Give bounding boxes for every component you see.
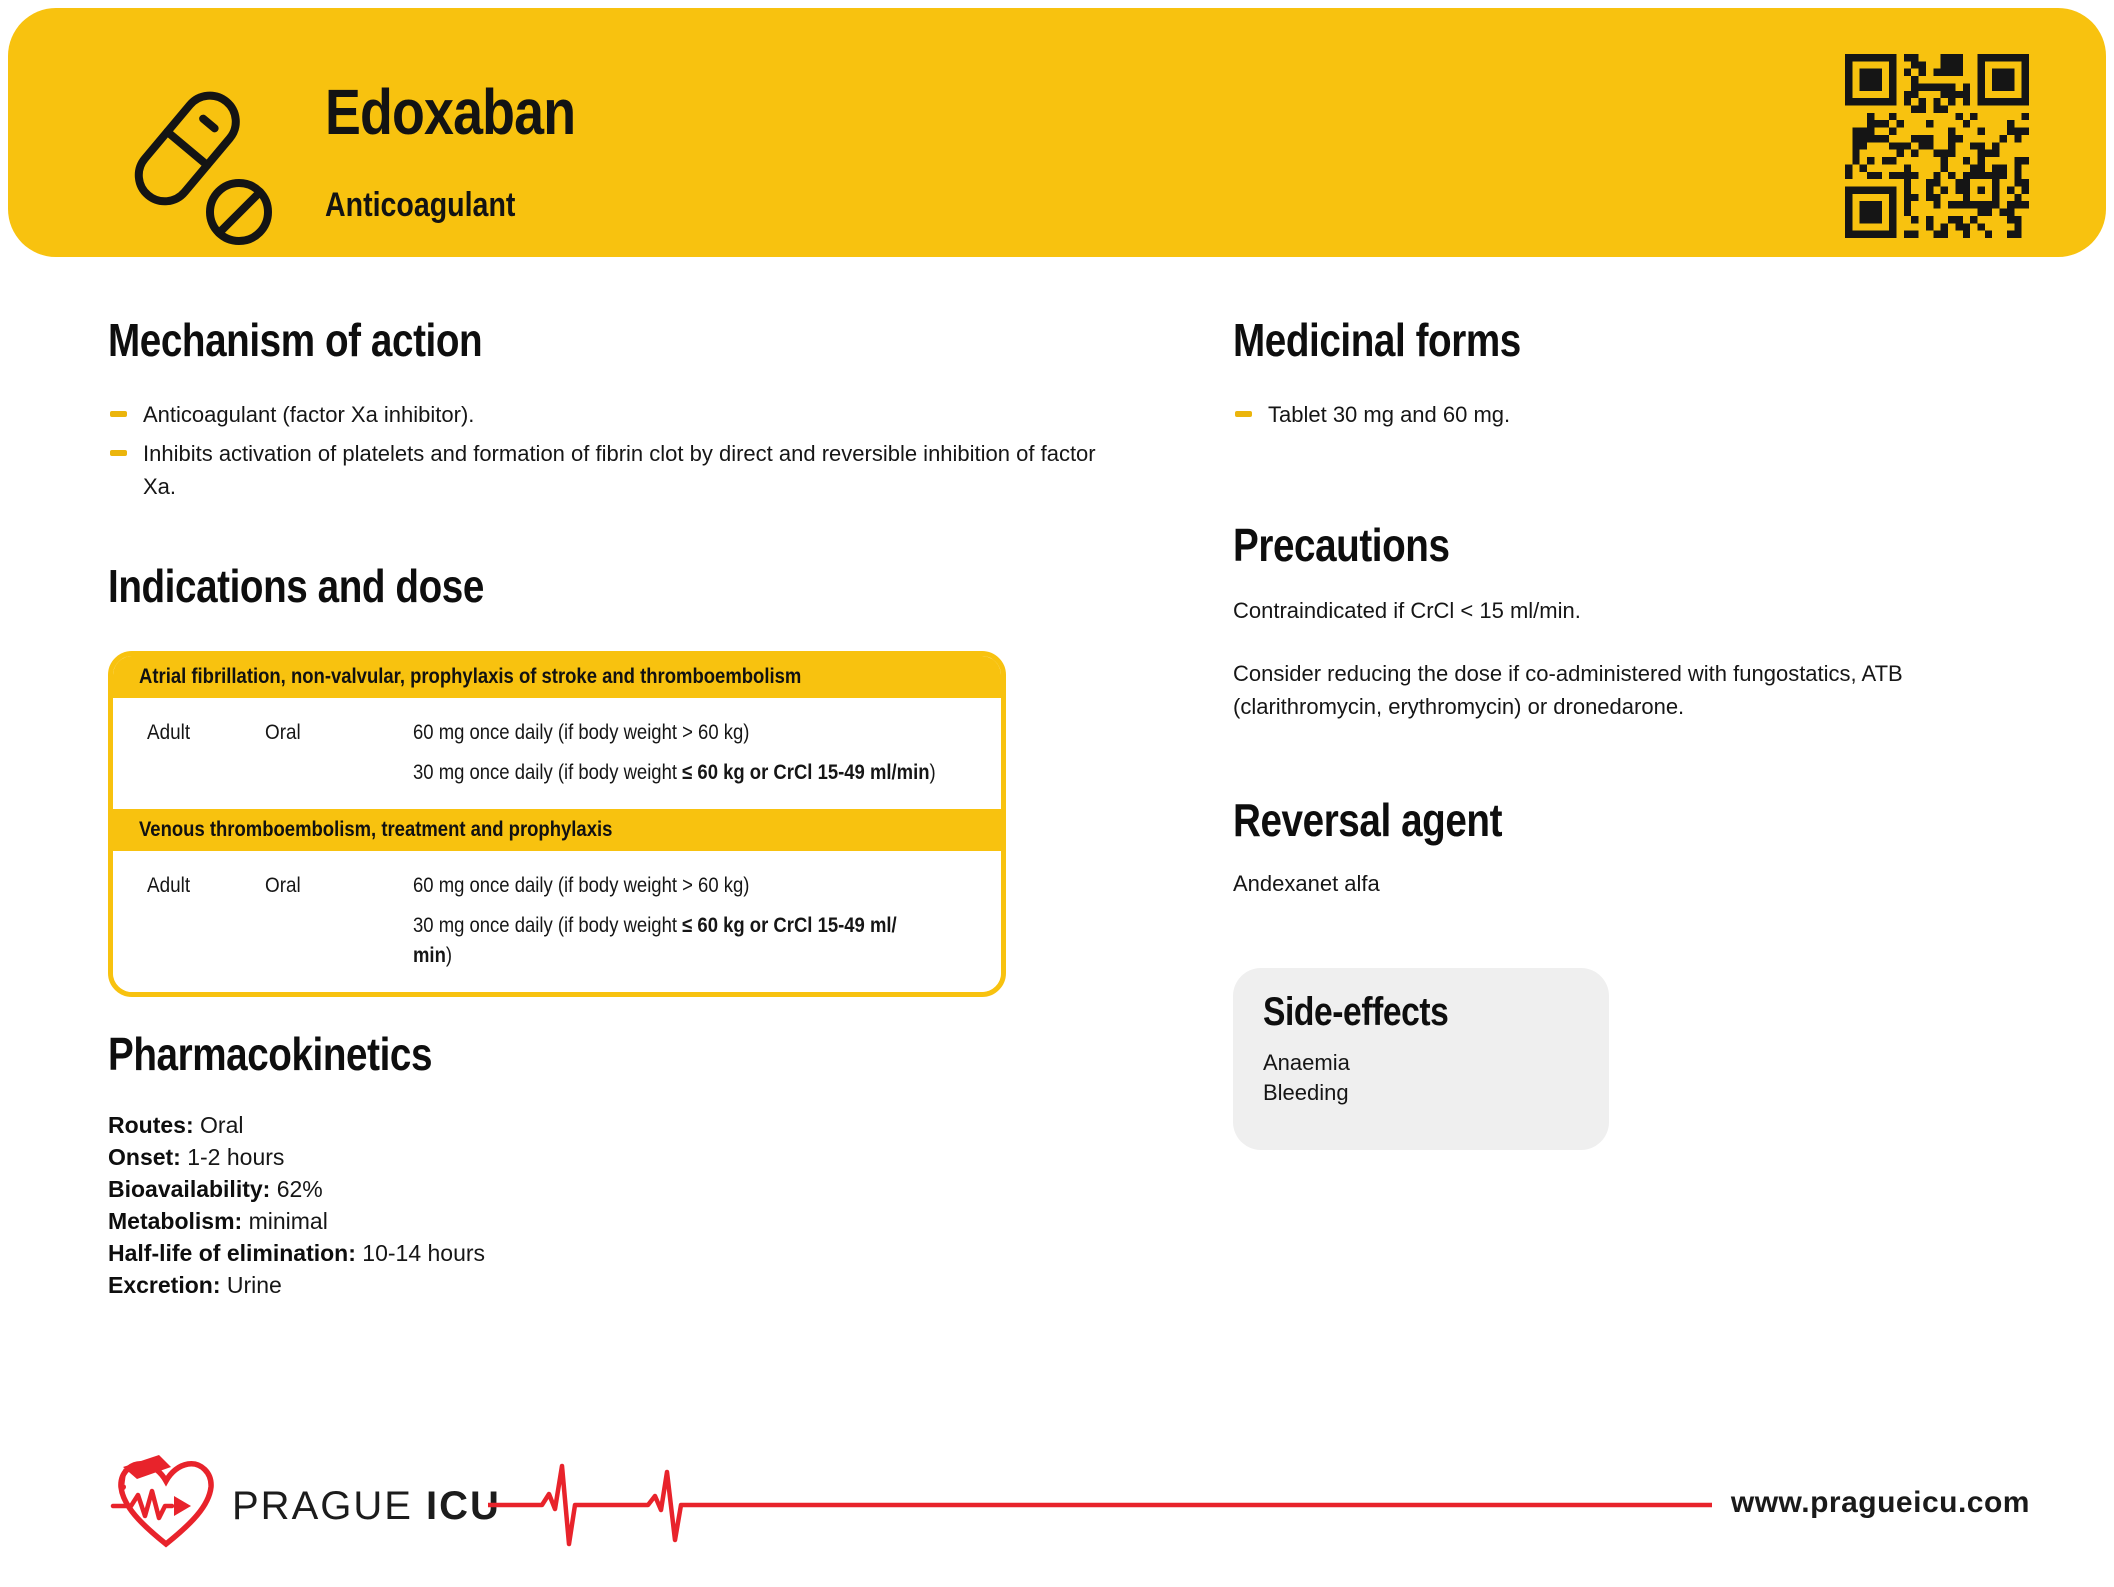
bullet-text: Anticoagulant (factor Xa inhibitor). [143, 402, 475, 427]
left-column [108, 300, 1108, 1301]
dose-line: 60 mg once daily (if body weight > 60 kg) [413, 721, 750, 744]
pk-line: Half-life of elimination: 10-14 hours [108, 1240, 486, 1266]
brand-wordmark: PRAGUE ICU [232, 1484, 501, 1528]
dose-line: 30 mg once daily (if body weight ≤ 60 kg or CrCl 15-49 ml/ min) [413, 914, 897, 967]
route-cell: Oral [265, 721, 301, 744]
side-effect-item: Bleeding [1263, 1080, 1349, 1105]
indication-band [113, 656, 1001, 698]
mechanism-bullet-list [108, 398, 1108, 503]
medicinal-forms-heading: Medicinal forms [1233, 314, 1521, 366]
pk-line: Onset: 1-2 hours [108, 1144, 285, 1170]
pharmacokinetics-heading: Pharmacokinetics [108, 1028, 433, 1080]
medicinal-forms-list [1233, 398, 2043, 431]
indication-band [113, 809, 1001, 851]
route-cell: Oral [265, 874, 301, 897]
side-effects-list [1263, 1048, 1579, 1108]
pk-line: Routes: Oral [108, 1112, 244, 1138]
indications-heading: Indications and dose [108, 560, 484, 612]
dose-cell [413, 720, 936, 785]
indications-dose-table [108, 651, 1006, 997]
age-cell: Adult [147, 721, 191, 744]
dose-cell [413, 873, 930, 968]
side-effects-box [1233, 968, 1609, 1150]
pk-line: Metabolism: minimal [108, 1208, 328, 1234]
indication-title: Venous thromboembolism, treatment and prophylaxis [139, 818, 613, 841]
drug-class-subtitle: Anticoagulant [325, 186, 516, 224]
pill-capsule-and-tablet-icon [128, 82, 278, 250]
reversal-agent-heading: Reversal agent [1233, 794, 1503, 846]
list-item [108, 437, 1108, 503]
list-item [1233, 398, 2043, 431]
side-effects-heading: Side-effects [1263, 990, 1449, 1034]
age-cell: Adult [147, 874, 191, 897]
drug-title: Edoxaban [325, 76, 576, 148]
precautions-paragraph: Consider reducing the dose if co-administered with fungostatics, ATB (clarithromycin, erythromycin) or dronedarone. [1233, 661, 1903, 719]
website-url: www.pragueicu.com [1730, 1486, 2030, 1519]
pk-line: Excretion: Urine [108, 1272, 282, 1298]
precautions-paragraph: Contraindicated if CrCl < 15 ml/min. [1233, 598, 1581, 623]
reversal-agent-text: Andexanet alfa [1233, 871, 1380, 896]
ecg-heartbeat-line-icon [488, 1452, 1712, 1556]
dose-line: 60 mg once daily (if body weight > 60 kg) [413, 874, 750, 897]
table-row [113, 698, 1001, 809]
right-column [1233, 300, 2043, 1150]
precautions-heading: Precautions [1233, 519, 1450, 571]
prague-icu-heart-logo-icon [110, 1450, 222, 1554]
list-item [108, 398, 1108, 431]
side-effect-item: Anaemia [1263, 1050, 1350, 1075]
bullet-text: Tablet 30 mg and 60 mg. [1268, 402, 1511, 427]
dose-line: 30 mg once daily (if body weight ≤ 60 kg or CrCl 15-49 ml/min) [413, 761, 936, 784]
dash-bullet-icon [110, 450, 127, 456]
header-banner [8, 8, 2106, 257]
pk-line: Bioavailability: 62% [108, 1176, 323, 1202]
qr-code-icon [1845, 54, 2029, 238]
dash-bullet-icon [110, 411, 127, 417]
indication-title: Atrial fibrillation, non-valvular, prophylaxis of stroke and thromboembolism [139, 665, 802, 688]
table-row [113, 851, 1001, 992]
pharmacokinetics-list [108, 1109, 1108, 1301]
mechanism-heading: Mechanism of action [108, 314, 483, 366]
bullet-text: Inhibits activation of platelets and formation of fibrin clot by direct and reversible inhibition of factor Xa. [143, 441, 1096, 499]
dash-bullet-icon [1235, 411, 1252, 417]
